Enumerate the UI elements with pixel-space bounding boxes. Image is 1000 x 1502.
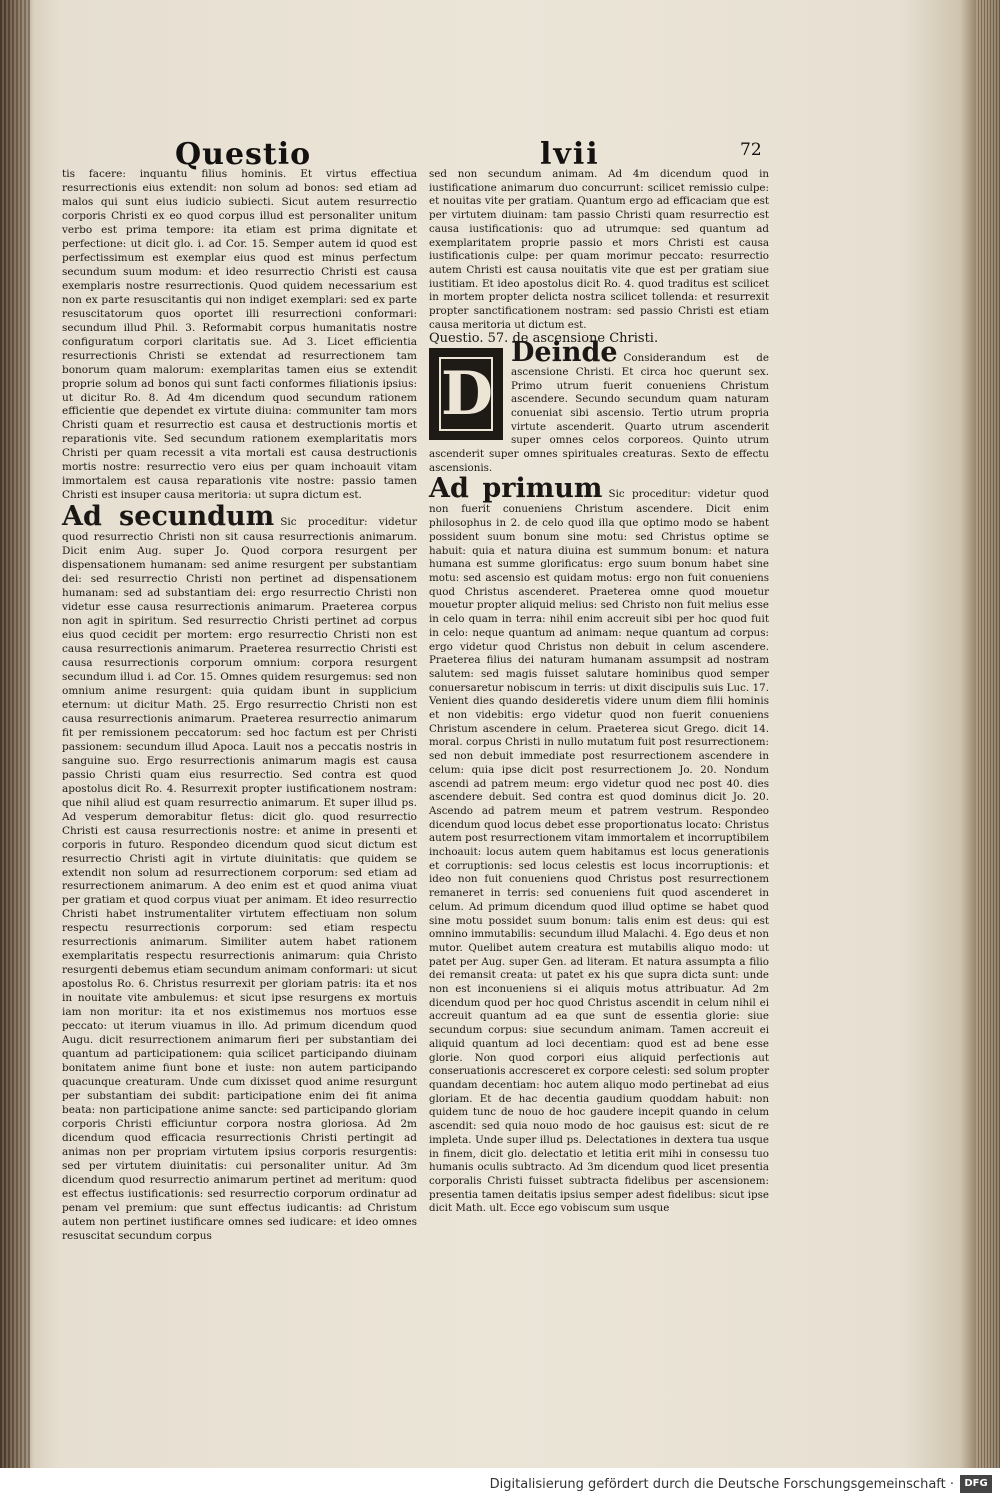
article-heading-ad-secundum: Ad secundum — [62, 501, 275, 533]
right-paragraph-3 — [429, 475, 769, 1216]
left-paragraph-1: tis facere: inquantu filius hominis. Et virtus effectiua resurrectionis eius extendit: non solum ad bonos: sed etiam ad malos qui sunt eius iudicio subiecti. Sicut autem resurrectio corporis Christi ex eo quod corpus illud est personaliter unitum verbo est prima tempore: ita etiam est prima dignitate et perfectione: ut dicit glo. i. ad Cor. 15. Semper autem id quod est perfectissimum est exemplar eius quod est minus perfectum secundum suum modum: et ideo resurrectio Christi est causa exemplaris nostre resurrectionis. Quod quidem necessarium est non ex parte resuscitantis qui non indiget exemplari: sed ex parte resuscitatorum quos oportet illi resurrectioni conformari: secundum illud Phil. 3. Reformabit corpus humanitatis nostre configuratum corpori claritatis sue. Ad 3. Licet efficientia resurrectionis Christi se extendat ad resurrectionem tam bonorum quam malorum: exemplaritas tamen eius se extendit proprie solum ad bonos qui sunt facti conformes filiationis ipsius: ut dicitur Ro. 8. Ad 4m dicendum quod secundum rationem efficientie que dependet ex virtute diuina: communiter tam mors Christi quam et resurrectio est causa et destructionis mortis et reparationis vite. Sed secundum rationem exemplaritatis mors Christi per quam recessit a vita mortali est causa destructionis mortis nostre: resurrectio vero eius per quam inchoauit vitam immortalem est causa reparationis vite nostre: passio tamen Christi est insuper causa meritoria: ut supra dictum est. — [62, 168, 417, 502]
right-paragraph-1: sed non secundum animam. Ad 4m dicendum quod in iustificatione animarum duo concurrunt: scilicet remissio culpe: et nouitas vite per gratiam. Quantum ergo ad efficaciam que est per virtutem diuinam: tam passio Christi quam resurrectio est causa iustificationis: quo ad utrumque: sed quantum ad exemplaritatem proprie passio et mors Christi est causa iustificationis culpe: per quam morimur peccato: resurrectio autem Christi est causa nouitatis vite que est per gratiam siue iustitiam. Et ideo apostolus dicit Ro. 4. quod traditus est scilicet in mortem propter delicta nostra scilicet tollenda: et resurrexit propter sanctificationem nostram: sed passio Christi est etiam causa meritoria ut dictum est. — [429, 168, 769, 331]
left-paragraph-2-text: Sic proceditur: videtur quod resurrectio Christi non sit causa resurrectionis animarum. Dicit enim Aug. super Jo. Quod corpora resurgent per dispensationem humanam: sed anime resurgent per substantiam dei: sed resurrectio Christi non pertinet ad dispensationem humanam: sed ad substantiam dei: ergo resurrectio Christi non videtur esse causa resurrectionis animarum. Praeterea corpus non agit in spiritum. Sed resurrectio Christi pertinet ad corpus eius quod cecidit per mortem: ergo resurrectio Christi non est causa resurrectionis animarum. Praeterea resurrectio Christi est causa resurrectionis corporum omnium: corpora resurgent secundum illud i. ad Cor. 15. Omnes quidem resurgemus: sed non omnium anime resurgent: quia quidam ibunt in supplicium eternum: ut dicitur Math. 25. Ergo resurrectio Christi non est causa resurrectionis animarum. Praeterea resurrectio animarum fit per remissionem peccatorum: sed hoc factum est per Christi passionem: secundum illud Apoca. Lauit nos a peccatis nostris in sanguine suo. Ergo resurrectionis animarum magis est causa passio Christi quam eius resurrectio. Sed contra est quod apostolus dicit Ro. 4. Resurrexit propter iustificationem nostram: que nihil aliud est quam resurrectio animarum. Et super illud ps. Ad vesperum demorabitur fletus: dicit glo. quod resurrectio Christi est causa resurrectionis nostre: et anime in presenti et corporis in futuro. Respondeo dicendum quod sicut dictum est resurrectio Christi agit in virtute diuinitatis: que quidem se extendit non solum ad resurrectionem corporum: sed etiam ad resurrectionem animarum. A deo enim est et quod anima viuat per gratiam et quod corpus viuat per animam. Et ideo resurrectio Christi habet instrumentaliter virtutem effectiuam non solum respectu resurrectionis corporum: sed etiam respectu resurrectionis animarum. Similiter autem habet rationem exemplaritatis respectu resurrectionis animarum: quia Christo resurgenti debemus etiam secundum animam conformari: ut sicut apostolus Ro. 6. Christus resurrexit per gloriam patris: ita et nos in nouitate vite ambulemus: et sicut ipse resurgens ex mortuis iam non moritur: ita et nos existimemus nos mortuos esse peccato: ut iterum viuamus in illo. Ad primum dicendum quod Augu. dicit resurrectionem animarum fieri per substantiam dei quantum ad participationem: quia scilicet participando diuinam bonitatem anime fiunt bone et iuste: non autem participando quacunque creaturam. Unde cum dixisset quod anime resurgunt per substantiam dei subdit: participatione enim dei fit anima beata: non participatione anime sancte: sed participando gloriam corporis Christi efficiuntur corpora nostra gloriosa. Ad 2m dicendum quod efficacia resurrectionis Christi pertingit ad animas non per propriam virtutem ipsius corporis resurgentis: sed per virtutem diuinitatis: cui personaliter unitur. Ad 3m dicendum quod resurrectio animarum pertinet ad meritum: quod est effectus iustificationis: sed resurrectio corporum ordinatur ad penam vel premium: que sunt effectus iudicantis: ad Christum autem non pertinet iustificare omnes sed iudicare: et ideo omnes resuscitat secundum corpus — [62, 516, 417, 1242]
running-head-question-number: lvii — [540, 137, 600, 172]
left-paragraph-2 — [62, 503, 417, 1243]
decorated-initial: D — [429, 348, 503, 440]
right-text-column — [429, 168, 769, 1216]
question-title: Questio. 57. de ascensione Christi. — [429, 331, 659, 347]
page-fore-edge — [976, 0, 1000, 1468]
left-text-column — [62, 168, 417, 1244]
book-gutter — [0, 0, 30, 1468]
digitization-footer — [0, 1468, 1000, 1502]
dfg-logo: DFG — [960, 1475, 992, 1493]
right-paragraph-3-text: Sic proceditur: videtur quod non fuerit conueniens Christum ascendere. Dicit enim philosophus in 2. de celo quod illa que optimo modo se habent possident suum bonum sine motu: sed Christus optime se habuit: quia et natura diuina est summum bonum: et natura humana est summe glorificatus: ergo suum bonum habet sine motu: sed ascensio est quidam motus: ergo non fuit conueniens quod Christus ascenderet. Praeterea omne quod mouetur mouetur propter aliquid melius: sed Christo non fuit melius esse in celo quam in terra: nihil enim accreuit sibi per hoc quod fuit in celo: neque quantum ad animam: neque quantum ad corpus: ergo videtur quod Christus non debuit in celum ascendere. Praeterea filius dei naturam humanam assumpsit ad nostram salutem: sed magis fuisset salutare hominibus quod semper conuersaretur nobiscum in terris: ut dixit discipulis suis Luc. 17. Venient dies quando desideretis videre unum diem filii hominis et non videbitis: ergo videtur quod non fuerit conueniens Christum ascendere in celum. Praeterea sicut Grego. dicit 14. moral. corpus Christi in nullo mutatum fuit post resurrectionem: sed non debuit immediate post resurrectionem ascendere in celum: quia ipse dicit post resurrectionem Jo. 20. Nondum ascendi ad patrem meum: ergo videtur quod nec post 40. dies ascendere debuit. Sed contra est quod dominus dicit Jo. 20. Ascendo ad patrem meum et patrem vestrum. Respondeo dicendum quod locus debet esse proportionatus locato: Christus autem post resurrectionem vitam immortalem et incorruptibilem inchoauit: locus autem quem habitamus est locus generationis et corruptionis: sed locus celestis est locus incorruptionis: et ideo non fuit conueniens quod Christus post resurrectionem remaneret in terris: sed conueniens fuit quod ascenderet in celum. Ad primum dicendum quod illud optime se habet quod sine motu possidet suum bonum: talis enim est deus: qui est omnino immutabilis: secundum illud Malachi. 4. Ego deus et non mutor. Quelibet autem creatura est mutabilis aliquo modo: ut patet per Aug. super Gen. ad literam. Et natura assumpta a filio dei remansit creata: ut patet ex his que supra dicta sunt: unde non est inconueniens si ei aliquis motus attribuatur. Ad 2m dicendum quod per hoc quod Christus ascendit in celum nihil ei accreuit quantum ad ea que sunt de essentia glorie: siue secundum corpus: siue secundum animam. Tamen accreuit ei aliquid quantum ad loci decentiam: quod est ad bene esse glorie. Non quod corpori eius aliquid perfectionis aut conseruationis accresceret ex corpore celesti: sed solum propter quandam decentiam: hoc autem aliquo modo pertinebat ad eius gloriam. Et de hac decentia gaudium quoddam habuit: non quidem tunc de nouo de hoc gaudere incepit quando in celum ascendit: sed quia nouo modo de hoc gauisus est: sicut de re impleta. Unde super illud ps. Delectationes in dextera tua usque in finem, dicit glo. delectatio et letitia erit mihi in consessu tuo humanis oculis subtracto. Ad 3m dicendum quod licet presentia corporalis Christi fuisset subtracta fidelibus per ascensionem: presentia tamen deitatis ipsius semper adest fidelibus: sicut ipse dicit Math. ult. Ecce ego vobiscum sum usque — [429, 488, 770, 1215]
incipit-word: Deinde — [511, 337, 618, 369]
footer-credit: Digitalisierung gefördert durch die Deutsche Forschungsgemeinschaft · — [489, 1477, 954, 1492]
article-heading-ad-primum: Ad primum — [429, 473, 603, 505]
running-head-left: Questio — [175, 137, 312, 172]
question-intro-text: Deinde Considerandum est de ascensione Christi. Et circa hoc querunt sex. Primo utrum fuerit conueniens Christum ascendere. Secundo secundum quam naturam conueniat sibi ascensio. Tertio utrum propria virtute ascenderit. Quarto utrum ascenderit super omnes celos corporeos. Quinto utrum ascenderit super omnes spirituales creaturas. Sexto de effectu ascensionis. — [429, 337, 769, 474]
folio-number: 72 — [740, 140, 762, 160]
